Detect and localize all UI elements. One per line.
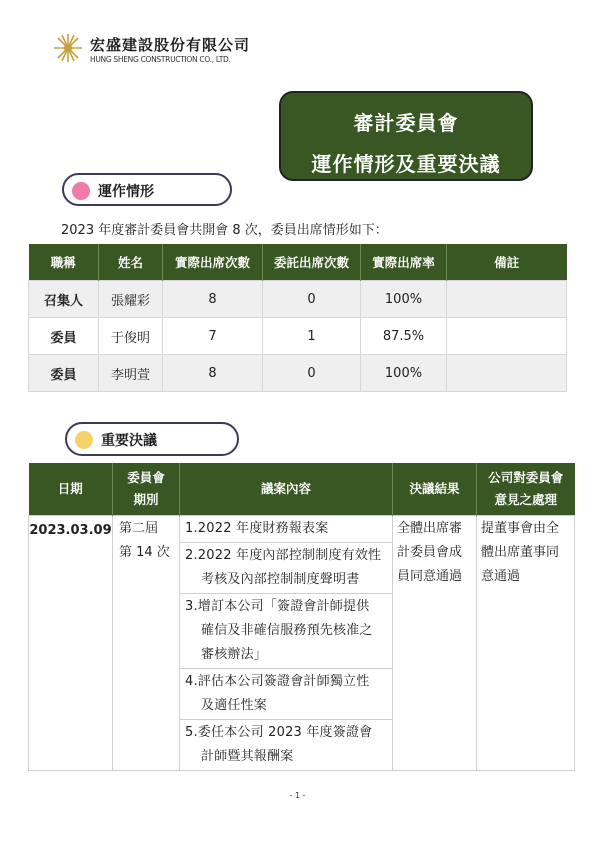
column-header: 備註 bbox=[447, 244, 567, 281]
agenda-item: 5.委任本公司 2023 年度簽證會 計師暨其報酬案 bbox=[185, 725, 373, 764]
resolutions-header-row bbox=[29, 463, 575, 516]
header-line: 公司對委員會 bbox=[488, 470, 564, 485]
column-header-handling bbox=[477, 463, 575, 516]
role-cell: 召集人 bbox=[29, 281, 99, 318]
name-cell: 于俊明 bbox=[99, 318, 163, 355]
column-header-result: 決議結果 bbox=[393, 463, 477, 516]
table-row bbox=[29, 318, 567, 355]
company-logo-icon bbox=[52, 32, 84, 64]
company-handling-cell: 提董事會由全 體出席董事同 意通過 bbox=[477, 516, 575, 771]
role-cell: 委員 bbox=[29, 318, 99, 355]
column-header: 實際出席率 bbox=[361, 244, 447, 281]
page-title-line2: 運作情形及重要決議 bbox=[311, 152, 501, 176]
meeting-date: 2023.03.09 bbox=[29, 523, 112, 538]
column-header: 姓名 bbox=[99, 244, 163, 281]
name-cell: 李明萱 bbox=[99, 355, 163, 392]
column-header: 委託出席次數 bbox=[263, 244, 361, 281]
column-header: 實際出席次數 bbox=[163, 244, 263, 281]
agenda-items-cell bbox=[180, 516, 393, 771]
rate-cell: 100% bbox=[361, 281, 447, 318]
pink-bullet-icon bbox=[72, 182, 90, 200]
header-line: 意見之處理 bbox=[494, 492, 557, 507]
resolution-result-cell: 全體出席審 計委員會成 員同意通過 bbox=[393, 516, 477, 771]
table-row bbox=[29, 516, 575, 771]
agenda-item: 1.2022 年度財務報表案 bbox=[180, 516, 392, 543]
role-cell: 委員 bbox=[29, 355, 99, 392]
rate-cell: 87.5% bbox=[361, 318, 447, 355]
session-line: 第 14 次 bbox=[119, 545, 170, 560]
proxy-cell: 1 bbox=[263, 318, 361, 355]
column-header: 職稱 bbox=[29, 244, 99, 281]
name-cell: 張耀彩 bbox=[99, 281, 163, 318]
remark-cell bbox=[447, 355, 567, 392]
attendance-intro-text: 2023 年度審計委員會共開會 8 次，委員出席情形如下： bbox=[61, 223, 388, 238]
meeting-date-cell bbox=[29, 516, 113, 771]
attendance-header-row bbox=[29, 244, 567, 281]
yellow-bullet-icon bbox=[75, 431, 93, 449]
column-header-session bbox=[113, 463, 180, 516]
proxy-cell: 0 bbox=[263, 355, 361, 392]
table-row bbox=[29, 355, 567, 392]
remark-cell bbox=[447, 318, 567, 355]
proxy-cell: 0 bbox=[263, 281, 361, 318]
agenda-item: 3.增訂本公司「簽證會計師提供 確信及非確信服務預先核准之 審核辦法」 bbox=[180, 594, 392, 669]
agenda-item: 4.評估本公司簽證會計師獨立性 及適任性案 bbox=[180, 669, 392, 720]
resolutions-table bbox=[28, 463, 575, 771]
company-name-cn: 宏盛建設股份有限公司 bbox=[90, 36, 251, 54]
attended-cell: 8 bbox=[163, 355, 263, 392]
header-line: 期別 bbox=[133, 492, 159, 507]
attended-cell: 7 bbox=[163, 318, 263, 355]
remark-cell bbox=[447, 281, 567, 318]
company-name-en: HUNG SHENG CONSTRUCTION CO., LTD. bbox=[90, 55, 231, 64]
session-line: 第二屆 bbox=[119, 521, 159, 536]
section-heading-resolutions bbox=[65, 422, 239, 456]
section-heading-label: 運作情形 bbox=[98, 184, 154, 200]
page-title-box bbox=[279, 91, 533, 181]
section-heading-label: 重要決議 bbox=[101, 433, 157, 449]
column-header-items: 議案內容 bbox=[180, 463, 393, 516]
agenda-item: 2.2022 年度內部控制制度有效性 考核及內部控制制度聲明書 bbox=[180, 543, 392, 594]
session-cell bbox=[113, 516, 180, 771]
column-header-date: 日期 bbox=[29, 463, 113, 516]
header-line: 委員會 bbox=[127, 470, 165, 485]
rate-cell: 100% bbox=[361, 355, 447, 392]
page-number: - 1 - bbox=[289, 791, 306, 800]
attendance-table bbox=[28, 244, 567, 392]
table-row bbox=[29, 281, 567, 318]
page-title-line1: 審計委員會 bbox=[353, 111, 459, 135]
section-heading-operations bbox=[62, 173, 232, 206]
attended-cell: 8 bbox=[163, 281, 263, 318]
